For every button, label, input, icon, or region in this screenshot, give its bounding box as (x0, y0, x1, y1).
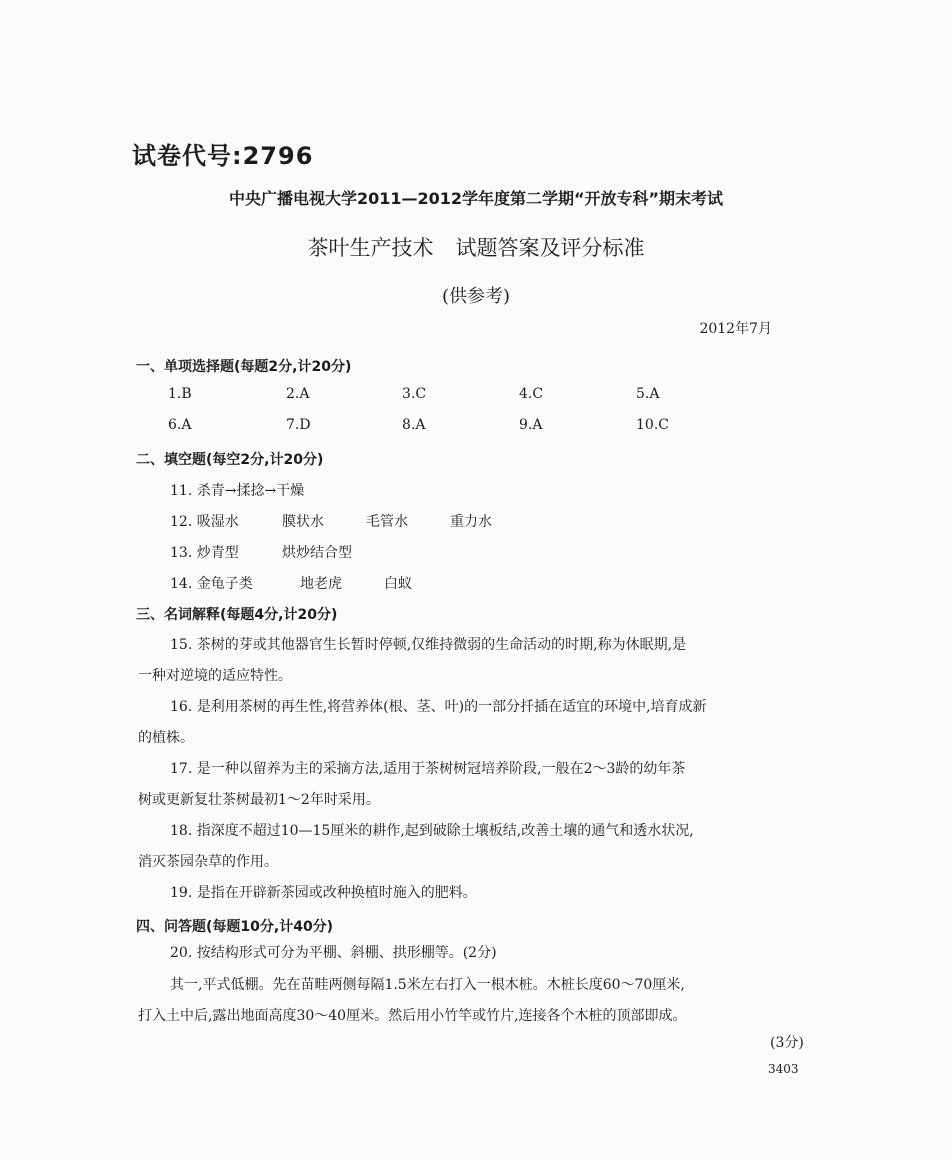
section-questions: 四、问答题(每题10分,计40分) (136, 919, 334, 935)
section-multiple-choice: 一、单项选择题(每题2分,计20分) (136, 359, 352, 375)
answer-20 (138, 938, 818, 969)
answer-line: 消灭茶园杂草的作用。 (138, 854, 278, 870)
exam-date: 2012年7月 (699, 321, 772, 337)
fill-answer: 烘炒结合型 (282, 545, 352, 561)
fill-answer-14 (170, 573, 412, 593)
mc-answer: 1.B (168, 386, 192, 402)
answer-line: 其一,平式低棚。先在苗畦两侧每隔1.5米左右打入一根木桩。木桩长度60～70厘米, (170, 977, 685, 993)
mc-answer: 8.A (402, 417, 426, 433)
answer-15 (138, 630, 818, 692)
answer-line: 20. 按结构形式可分为平棚、斜棚、拱形棚等。(2分) (170, 945, 497, 961)
fill-answer: 13. 炒青型 (170, 545, 239, 561)
course-name: 茶叶生产技术 (307, 236, 434, 260)
subtitle: (供参考) (441, 286, 511, 307)
mc-answer: 6.A (168, 417, 192, 433)
answer-17 (138, 754, 818, 816)
exam-title: 中央广播电视大学2011—2012学年度第二学期“开放专科”期末考试 (228, 189, 724, 208)
answer-16 (138, 692, 818, 754)
mc-answer-row (168, 386, 728, 406)
fill-answer: 地老虎 (300, 576, 342, 592)
answer-20-part-1 (138, 970, 818, 1032)
answer-18 (138, 816, 818, 878)
mc-answer: 9.A (519, 417, 543, 433)
fill-answer: 重力水 (450, 514, 492, 530)
fill-answer: 毛管水 (366, 514, 408, 530)
fill-answer: 14. 金龟子类 (170, 576, 253, 592)
document-title (0, 232, 952, 262)
section-fill-blank: 二、填空题(每空2分,计20分) (136, 452, 324, 468)
answer-line: 15. 茶树的芽或其他器官生长暂时停顿,仅维持微弱的生命活动的时期,称为休眠期,是 (170, 637, 687, 653)
mc-answer: 7.D (286, 417, 311, 433)
fill-answer: 12. 吸湿水 (170, 514, 239, 530)
document-type: 试题答案及评分标准 (455, 236, 645, 260)
answer-line: 16. 是利用茶树的再生性,将营养体(根、茎、叶)的一部分扦插在适宜的环境中,培育成新 (170, 699, 707, 715)
page-number: 3403 (768, 1062, 799, 1076)
fill-answer-13 (170, 542, 352, 562)
answer-line: 19. 是指在开辟新茶园或改种换植时施入的肥料。 (170, 885, 477, 901)
answer-line: 树或更新复壮茶树最初1～2年时采用。 (138, 792, 380, 808)
fill-answer-11: 11. 杀青→揉捻→干燥 (170, 483, 305, 499)
answer-19 (138, 878, 818, 909)
answer-line: 一种对逆境的适应特性。 (138, 668, 292, 684)
mc-answer: 4.C (519, 386, 544, 402)
fill-answer: 膜状水 (282, 514, 324, 530)
answer-line: 打入土中后,露出地面高度30～40厘米。然后用小竹竿或竹片,连接各个木桩的顶部即成。 (138, 1008, 687, 1024)
score-note: (3分) (770, 1035, 804, 1051)
answer-line: 17. 是一种以留养为主的采摘方法,适用于茶树树冠培养阶段,一般在2～3龄的幼年茶 (170, 761, 686, 777)
mc-answer: 2.A (286, 386, 310, 402)
section-term-definitions: 三、名词解释(每题4分,计20分) (136, 607, 338, 623)
answer-line: 18. 指深度不超过10—15厘米的耕作,起到破除土壤板结,改善土壤的通气和透水状况, (170, 823, 694, 839)
fill-answer-12 (170, 511, 492, 531)
mc-answer: 5.A (636, 386, 660, 402)
answer-line: 的植株。 (138, 730, 194, 746)
mc-answer-row (168, 417, 728, 437)
mc-answer: 3.C (402, 386, 427, 402)
fill-answer: 白蚁 (384, 576, 412, 592)
mc-answer: 10.C (636, 417, 669, 433)
paper-code: 试卷代号:2796 (132, 142, 314, 170)
